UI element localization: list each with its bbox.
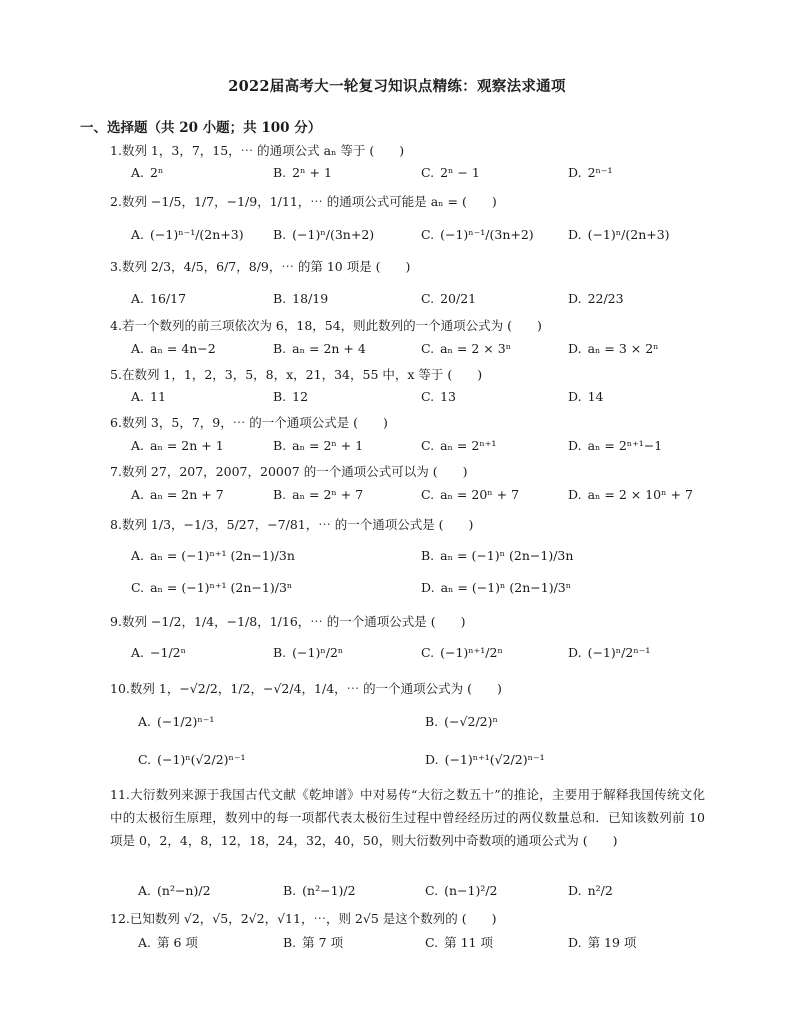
option-text: (−1)ⁿ⁻¹/(2n+3) <box>150 227 244 242</box>
question-stem: 数列 −1/5，1/7，−1/9，1/11，⋯ 的通项公式可能是 aₙ = ( ) <box>121 194 497 209</box>
question-number: 4. <box>110 318 122 333</box>
option-b[interactable] <box>283 935 343 951</box>
option-label: D. <box>425 752 439 767</box>
option-label: A. <box>131 389 145 404</box>
option-text: (−1)ⁿ/(2n+3) <box>587 227 670 242</box>
option-label: D. <box>421 580 435 595</box>
option-b[interactable] <box>273 291 328 307</box>
option-label: D. <box>568 341 582 356</box>
option-text: (−1)ⁿ/2ⁿ <box>292 645 344 660</box>
section-heading: 一、选择题（共 20 小题；共 100 分） <box>80 120 322 136</box>
option-label: C. <box>421 291 435 306</box>
option-text: 13 <box>440 389 456 404</box>
option-label: A. <box>131 438 145 453</box>
option-label: C. <box>421 645 435 660</box>
question-number: 11. <box>110 787 130 802</box>
option-label: B. <box>273 341 287 356</box>
option-text: aₙ = 20ⁿ + 7 <box>440 487 520 502</box>
question-4 <box>110 318 542 334</box>
option-text: aₙ = (−1)ⁿ⁺¹ (2n−1)/3n <box>150 548 295 563</box>
option-label: A. <box>131 227 145 242</box>
option-label: D. <box>568 389 582 404</box>
option-d[interactable] <box>568 291 624 307</box>
option-text: 16/17 <box>150 291 187 306</box>
option-text: 20/21 <box>440 291 477 306</box>
question-stem: 大衍数列来源于我国古代文献《乾坤谱》中对易传“大衍之数五十”的推论，主要用于解释我国传统文化中的太极衍生原理，数列中的每一项都代表太极衍生过程中曾经经历过的两仪数量总和．已知该数列前 10 项是 0，2，4，8，12，18，24，32，40，50，则大衍数列中奇数项的通项公式为 ( ) <box>110 787 705 848</box>
option-d[interactable] <box>568 165 613 181</box>
question-5 <box>110 367 482 383</box>
option-text: −1/2ⁿ <box>150 645 187 660</box>
option-a[interactable] <box>131 227 244 243</box>
option-label: B. <box>283 935 297 950</box>
option-c[interactable] <box>421 291 476 307</box>
option-label: B. <box>283 883 297 898</box>
option-c[interactable] <box>421 165 480 181</box>
option-c[interactable] <box>131 580 292 596</box>
option-text: (n−1)²/2 <box>444 883 498 898</box>
option-b[interactable] <box>273 389 308 405</box>
option-text: aₙ = 2 × 3ⁿ <box>440 341 512 356</box>
option-label: C. <box>421 487 435 502</box>
option-label: D. <box>568 645 582 660</box>
question-number: 7. <box>110 464 122 479</box>
question-12 <box>110 911 497 927</box>
question-9 <box>110 614 465 630</box>
option-label: C. <box>425 935 439 950</box>
option-b[interactable] <box>273 165 332 181</box>
option-label: D. <box>568 883 582 898</box>
question-6 <box>110 415 388 431</box>
option-label: D. <box>568 438 582 453</box>
option-text: 11 <box>150 389 166 404</box>
question-number: 2. <box>110 194 122 209</box>
option-text: aₙ = (−1)ⁿ⁺¹ (2n−1)/3ⁿ <box>150 580 293 595</box>
option-label: A. <box>131 341 145 356</box>
question-stem: 数列 1/3，−1/3，5/27，−7/81，⋯ 的一个通项公式是 ( ) <box>121 517 474 532</box>
option-label: B. <box>273 487 287 502</box>
option-label: A. <box>138 714 152 729</box>
option-label: B. <box>425 714 439 729</box>
option-b[interactable] <box>283 883 356 899</box>
question-stem: 数列 1，−√2/2，1/2，−√2/4，1/4，⋯ 的一个通项公式为 ( ) <box>129 681 502 696</box>
option-label: C. <box>425 883 439 898</box>
option-text: 18/19 <box>292 291 329 306</box>
option-text: n²/2 <box>587 883 613 898</box>
option-d[interactable] <box>568 487 693 503</box>
question-stem: 数列 −1/2，1/4，−1/8，1/16，⋯ 的一个通项公式是 ( ) <box>121 614 466 629</box>
option-d[interactable] <box>568 389 603 405</box>
question-number: 6. <box>110 415 122 430</box>
option-b[interactable] <box>273 438 363 454</box>
option-text: (−1/2)ⁿ⁻¹ <box>157 714 215 729</box>
option-a[interactable] <box>138 883 211 899</box>
question-1 <box>110 143 404 159</box>
option-c[interactable] <box>425 883 498 899</box>
option-text: aₙ = 2 × 10ⁿ + 7 <box>587 487 693 502</box>
question-stem: 已知数列 √2，√5，2√2，√11，⋯，则 2√5 是这个数列的 ( ) <box>129 911 497 926</box>
option-label: C. <box>421 165 435 180</box>
option-label: C. <box>421 438 435 453</box>
question-number: 5. <box>110 367 122 382</box>
question-number: 9. <box>110 614 122 629</box>
option-c[interactable] <box>425 935 493 951</box>
option-label: A. <box>138 935 152 950</box>
option-label: A. <box>138 883 152 898</box>
option-d[interactable] <box>568 935 636 951</box>
option-label: B. <box>273 227 287 242</box>
option-text: aₙ = 2n + 1 <box>150 438 224 453</box>
option-a[interactable] <box>131 548 295 564</box>
option-d[interactable] <box>568 227 670 243</box>
question-number: 8. <box>110 517 122 532</box>
option-label: C. <box>131 580 145 595</box>
option-text: 22/23 <box>587 291 624 306</box>
option-label: A. <box>131 645 145 660</box>
option-c[interactable] <box>421 645 503 661</box>
option-text: 12 <box>292 389 309 404</box>
option-text: aₙ = 2n + 4 <box>292 341 366 356</box>
option-b[interactable] <box>273 645 343 661</box>
option-a[interactable] <box>131 645 186 661</box>
option-text: (−1)ⁿ/2ⁿ⁻¹ <box>587 645 651 660</box>
option-label: C. <box>138 752 152 767</box>
option-label: B. <box>421 548 435 563</box>
option-c[interactable] <box>421 341 511 357</box>
question-stem: 数列 2/3，4/5，6/7，8/9，⋯ 的第 10 项是 ( ) <box>121 259 411 274</box>
option-text: (n²−1)/2 <box>302 883 356 898</box>
option-c[interactable] <box>138 752 246 768</box>
option-text: (n²−n)/2 <box>157 883 211 898</box>
option-text: 第 7 项 <box>302 935 344 950</box>
option-text: aₙ = (−1)ⁿ (2n−1)/3ⁿ <box>440 580 572 595</box>
option-a[interactable] <box>131 291 186 307</box>
option-label: A. <box>131 548 145 563</box>
option-a[interactable] <box>131 165 163 181</box>
option-a[interactable] <box>138 935 198 951</box>
option-text: aₙ = 3 × 2ⁿ <box>587 341 659 356</box>
option-text: 2ⁿ + 1 <box>292 165 332 180</box>
option-label: C. <box>421 389 435 404</box>
option-text: aₙ = (−1)ⁿ (2n−1)/3n <box>440 548 574 563</box>
question-stem: 数列 27，207，2007，20007 的一个通项公式可以为 ( ) <box>121 464 468 479</box>
option-text: 2ⁿ⁻¹ <box>587 165 613 180</box>
question-number: 12. <box>110 911 130 926</box>
option-label: B. <box>273 165 287 180</box>
question-stem: 数列 1，3，7，15，⋯ 的通项公式 aₙ 等于 ( ) <box>121 143 405 158</box>
option-c[interactable] <box>421 389 456 405</box>
option-text: aₙ = 4n−2 <box>150 341 216 356</box>
option-text: (−1)ⁿ(√2/2)ⁿ⁻¹ <box>157 752 246 767</box>
question-3 <box>110 259 410 275</box>
question-7 <box>110 464 467 480</box>
question-stem: 若一个数列的前三项依次为 6，18，54，则此数列的一个通项公式为 ( ) <box>121 318 542 333</box>
option-label: A. <box>131 165 145 180</box>
option-label: D. <box>568 291 582 306</box>
option-a[interactable] <box>131 438 224 454</box>
option-text: aₙ = 2ⁿ + 7 <box>292 487 364 502</box>
option-c[interactable] <box>421 438 496 454</box>
option-label: D. <box>568 165 582 180</box>
option-text: 2ⁿ − 1 <box>440 165 480 180</box>
option-label: B. <box>273 438 287 453</box>
option-text: aₙ = 2ⁿ + 1 <box>292 438 364 453</box>
option-text: aₙ = 2ⁿ⁺¹ <box>440 438 497 453</box>
option-label: B. <box>273 389 287 404</box>
option-label: A. <box>131 291 145 306</box>
question-stem: 在数列 1，1，2，3，5，8，x，21，34，55 中，x 等于 ( ) <box>121 367 483 382</box>
option-text: aₙ = 2n + 7 <box>150 487 224 502</box>
option-a[interactable] <box>131 389 166 405</box>
option-label: A. <box>131 487 145 502</box>
option-text: (−√2/2)ⁿ <box>444 714 498 729</box>
option-c[interactable] <box>421 227 534 243</box>
option-label: D. <box>568 935 582 950</box>
option-text: 第 11 项 <box>444 935 493 950</box>
question-number: 3. <box>110 259 122 274</box>
option-b[interactable] <box>273 227 374 243</box>
option-text: (−1)ⁿ⁺¹(√2/2)ⁿ⁻¹ <box>444 752 545 767</box>
option-a[interactable] <box>131 341 216 357</box>
question-8 <box>110 517 473 533</box>
option-label: D. <box>568 227 582 242</box>
option-label: D. <box>568 487 582 502</box>
option-d[interactable] <box>568 341 659 357</box>
option-label: C. <box>421 227 435 242</box>
option-c[interactable] <box>421 487 519 503</box>
option-text: (−1)ⁿ/(3n+2) <box>292 227 375 242</box>
option-b[interactable] <box>273 487 363 503</box>
option-text: 第 19 项 <box>587 935 637 950</box>
option-label: C. <box>421 341 435 356</box>
question-number: 10. <box>110 681 130 696</box>
option-b[interactable] <box>421 548 573 564</box>
option-text: (−1)ⁿ⁻¹/(3n+2) <box>440 227 534 242</box>
option-a[interactable] <box>131 487 224 503</box>
question-stem: 数列 3，5，7，9，⋯ 的一个通项公式是 ( ) <box>121 415 388 430</box>
option-text: (−1)ⁿ⁺¹/2ⁿ <box>440 645 503 660</box>
option-d[interactable] <box>568 438 662 454</box>
option-label: B. <box>273 291 287 306</box>
question-number: 1. <box>110 143 122 158</box>
question-11 <box>110 783 705 852</box>
option-b[interactable] <box>425 714 498 730</box>
option-a[interactable] <box>138 714 214 730</box>
option-text: 2ⁿ <box>150 165 164 180</box>
question-2 <box>110 194 497 210</box>
option-d[interactable] <box>568 883 613 899</box>
option-d[interactable] <box>568 645 650 661</box>
option-d[interactable] <box>421 580 571 596</box>
option-d[interactable] <box>425 752 545 768</box>
option-text: aₙ = 2ⁿ⁺¹−1 <box>587 438 663 453</box>
question-10 <box>110 681 502 697</box>
option-b[interactable] <box>273 341 366 357</box>
option-text: 第 6 项 <box>157 935 198 950</box>
option-label: B. <box>273 645 287 660</box>
option-text: 14 <box>587 389 604 404</box>
page-title: 2022届高考大一轮复习知识点精练：观察法求通项 <box>228 78 566 95</box>
